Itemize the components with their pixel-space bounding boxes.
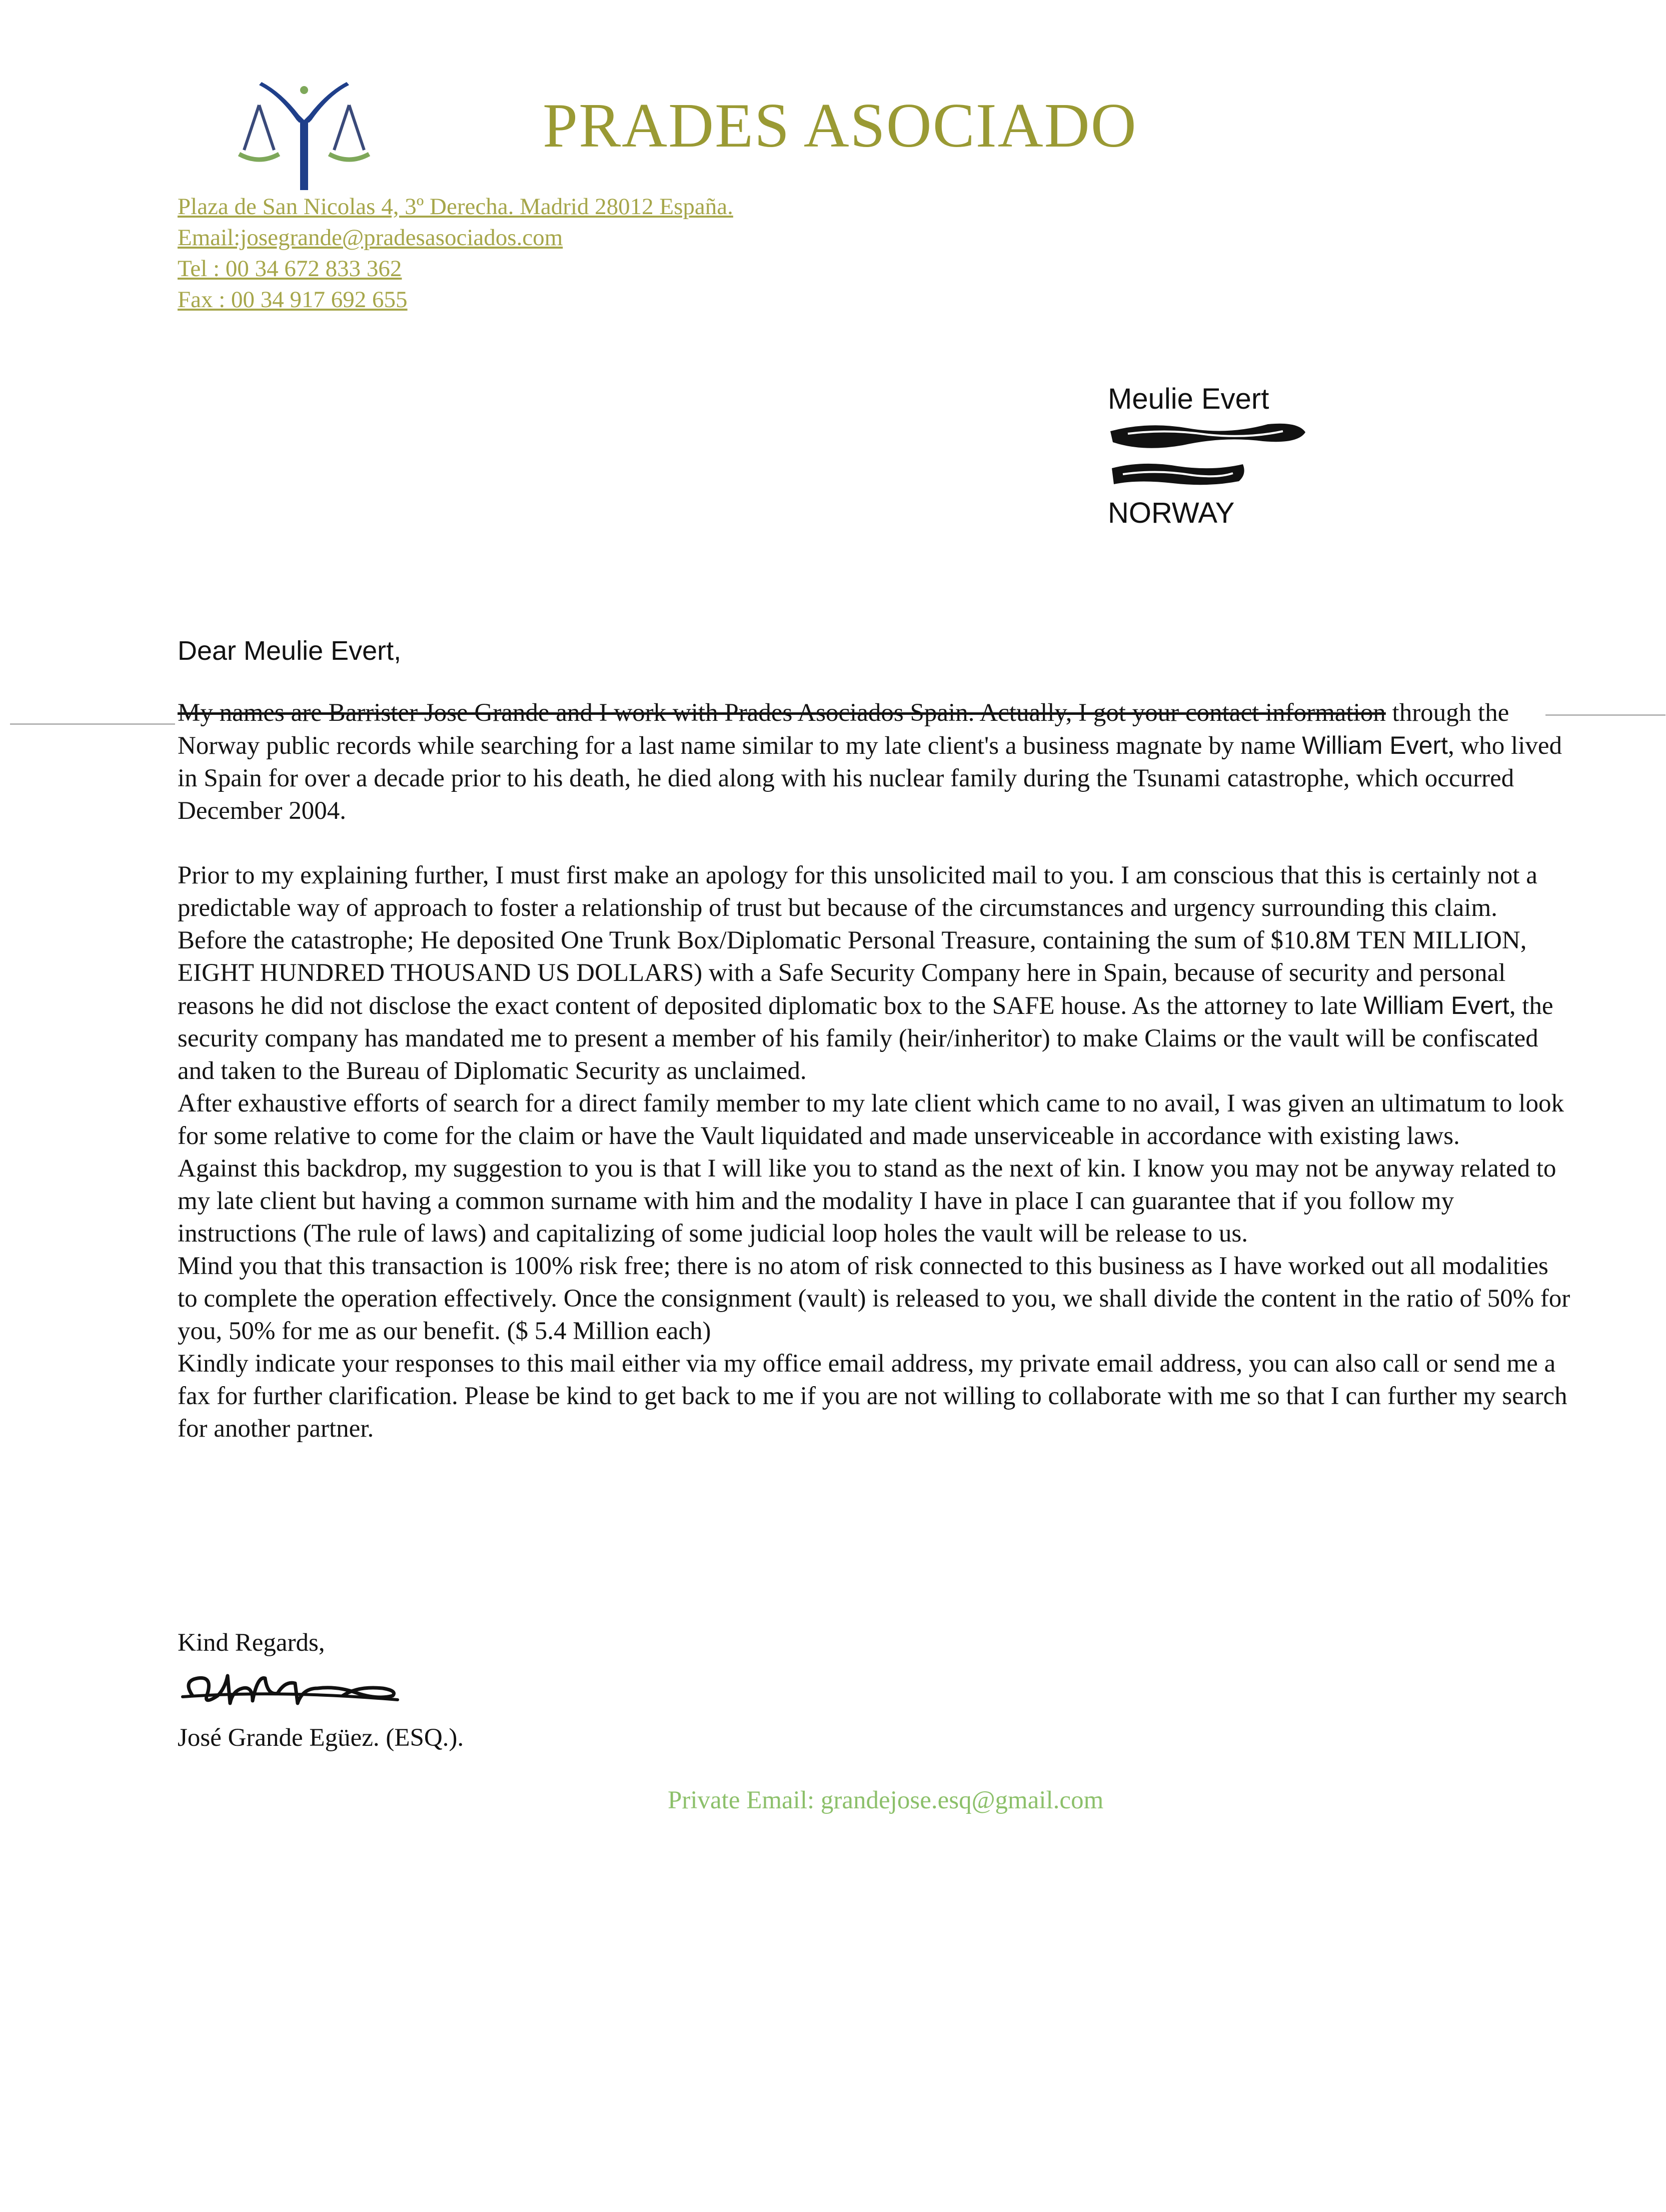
paragraph-intro: My names are Barrister Jose Grande and I work with Prades Asociados Spain. Actually, I got your contact information through the Norway public records while searching for a last name similar to my late client's a business magnate by name William Evert, who lived in Spain for over a decade prior to his death, he died along with his nuclear family during the Tsunami catastrophe, which occurred December 2004. (178, 699, 1562, 825)
scan-line-left (10, 723, 175, 725)
deceased-name: William Evert (1302, 731, 1448, 759)
closing-regards: Kind Regards, (178, 1629, 325, 1657)
paragraph-search: After exhaustive efforts of search for a direct family member to my late client which came to no avail, I was given an ultimatum to look for some relative to come for the claim or have the Vault liquidated and made unserviceable in accordance with existing laws. (178, 1089, 1564, 1150)
salutation: Dear Meulie Evert, (178, 636, 402, 666)
recipient-block (1108, 380, 1269, 532)
redacted-address-line-1 (1108, 418, 1269, 456)
letterhead-contact (178, 191, 733, 315)
private-email: Private Email: grandejose.esq@gmail.com (668, 1786, 1104, 1814)
paragraph-risk: Mind you that this transaction is 100% risk free; there is no atom of risk connected to this business as I have worked out all modalities to complete the operation effectively. Once the consignment (vault) is released to you, we shall divide the content in the ratio of 50% for you, 50% for me as our benefit. ($ 5.4 Million each) (178, 1252, 1570, 1345)
firm-address: Plaza de San Nicolas 4, 3º Derecha. Madrid 28012 España. (178, 194, 733, 220)
paragraph-deposit: Before the catastrophe; He deposited One Trunk Box/Diplomatic Personal Treasure, containing the sum of $10.8M TEN MILLION, EIGHT HUNDRED THOUSAND US DOLLARS) with a Safe Security Company here in Spain, because of security and personal reasons he did not disclose the exact content of deposited diplomatic box to the SAFE house. As the attorney to late William Evert, the security company has mandated me to present a member of his family (heir/inheritor) to make Claims or the vault will be confiscated and taken to the Bureau of Diplomatic Security as unclaimed. (178, 926, 1553, 1085)
redacted-address-line-2 (1108, 456, 1269, 494)
firm-email: Email:josegrande@pradesasociados.com (178, 225, 563, 251)
handwritten-signature (178, 1666, 413, 1716)
firm-name: PRADES ASOCIADO (543, 91, 1137, 161)
firm-tel: Tel : 00 34 672 833 362 (178, 256, 402, 282)
scales-of-justice-logo-icon (224, 75, 384, 195)
deceased-name: William Evert (1363, 991, 1509, 1019)
paragraph-apology: Prior to my explaining further, I must first make an apology for this unsolicited mail to you. I am conscious that this is certainly not a predictable way of approach to foster a relationship of trust but because of the circumstances and urgency surrounding this claim. (178, 861, 1537, 922)
paragraph-proposal: Against this backdrop, my suggestion to you is that I will like you to stand as the next of kin. I know you may not be anyway related to my late client but having a common surname with him and the modality I have in place I can guarantee that if you follow my instructions (The rule of laws) and capitalizing of some judicial loop holes the vault will be release to us. (178, 1155, 1556, 1248)
paragraph-request: Kindly indicate your responses to this mail either via my office email address, my private email address, you can also call or send me a fax for further clarification. Please be kind to get back to me if you are not willing to collaborate with me so that I can further my search for another partner. (178, 1350, 1567, 1443)
recipient-country: NORWAY (1108, 497, 1235, 529)
recipient-name: Meulie Evert (1108, 383, 1269, 415)
signer-name: José Grande Egüez. (ESQ.). (178, 1724, 464, 1752)
firm-fax: Fax : 00 34 917 692 655 (178, 287, 408, 313)
struck-intro-line: My names are Barrister Jose Grande and I work with Prades Asociados Spain. Actually, I got your contact information (178, 699, 1386, 727)
letter-body (178, 697, 1573, 1445)
